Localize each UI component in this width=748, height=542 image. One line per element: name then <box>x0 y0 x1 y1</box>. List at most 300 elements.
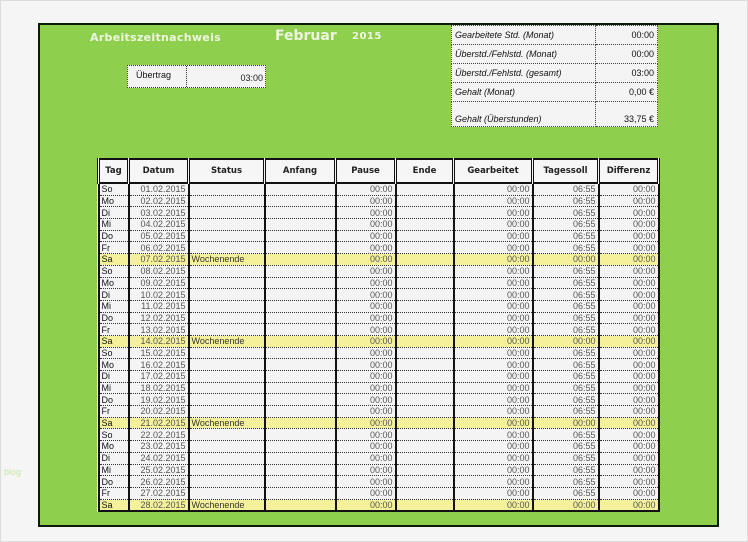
cell-status[interactable]: Wochenende <box>189 335 265 347</box>
cell-tag: So <box>99 347 129 359</box>
table-row <box>99 312 659 324</box>
cell-status[interactable] <box>189 464 265 476</box>
cell-status[interactable]: Wochenende <box>189 254 265 266</box>
cell-datum: 12.02.2015 <box>129 312 189 324</box>
cell-gearbeitet: 00:00 <box>454 406 533 418</box>
table-row <box>99 382 659 394</box>
cell-datum: 21.02.2015 <box>129 417 189 429</box>
cell-datum: 03.02.2015 <box>129 207 189 219</box>
cell-gearbeitet: 00:00 <box>454 487 533 499</box>
cell-datum: 26.02.2015 <box>129 476 189 488</box>
cell-tag: So <box>99 265 129 277</box>
cell-pause[interactable]: 00:00 <box>336 359 396 371</box>
cell-pause[interactable]: 00:00 <box>336 394 396 406</box>
cell-gearbeitet: 00:00 <box>454 359 533 371</box>
summary-value[interactable]: 0,00 € <box>596 83 658 102</box>
cell-status[interactable] <box>189 277 265 289</box>
cell-pause[interactable]: 00:00 <box>336 183 396 195</box>
cell-tagessoll: 06:55 <box>533 324 599 336</box>
cell-anfang[interactable] <box>265 230 336 242</box>
table-row <box>99 371 659 383</box>
cell-datum: 01.02.2015 <box>129 183 189 195</box>
cell-ende[interactable] <box>396 359 454 371</box>
cell-ende[interactable] <box>396 335 454 347</box>
cell-status[interactable] <box>189 242 265 254</box>
cell-anfang[interactable] <box>265 347 336 359</box>
cell-tagessoll: 06:55 <box>533 429 599 441</box>
cell-differenz: 00:00 <box>599 464 659 476</box>
cell-status[interactable] <box>189 183 265 195</box>
cell-tag: Sa <box>99 499 129 511</box>
cell-anfang[interactable] <box>265 464 336 476</box>
cell-differenz: 00:00 <box>599 429 659 441</box>
table-row <box>99 230 659 242</box>
col-header-tag: Tag <box>99 159 129 183</box>
cell-gearbeitet: 00:00 <box>454 289 533 301</box>
cell-gearbeitet: 00:00 <box>454 371 533 383</box>
cell-datum: 14.02.2015 <box>129 335 189 347</box>
cell-differenz: 00:00 <box>599 265 659 277</box>
cell-ende[interactable] <box>396 183 454 195</box>
cell-anfang[interactable] <box>265 195 336 207</box>
cell-anfang[interactable] <box>265 499 336 511</box>
cell-tag: Mi <box>99 219 129 231</box>
cell-gearbeitet: 00:00 <box>454 347 533 359</box>
summary-label: Gehalt (Überstunden) <box>452 102 596 127</box>
cell-tag: Mo <box>99 277 129 289</box>
summary-value[interactable]: 00:00 <box>596 26 658 45</box>
cell-gearbeitet: 00:00 <box>454 382 533 394</box>
summary-value[interactable]: 33,75 € <box>596 102 658 127</box>
cell-tagessoll: 06:55 <box>533 300 599 312</box>
cell-ende[interactable] <box>396 300 454 312</box>
month-label: Februar <box>275 28 337 44</box>
cell-pause[interactable]: 00:00 <box>336 289 396 301</box>
cell-anfang[interactable] <box>265 242 336 254</box>
cell-tagessoll: 00:00 <box>533 254 599 266</box>
cell-datum: 02.02.2015 <box>129 195 189 207</box>
cell-ende[interactable] <box>396 394 454 406</box>
cell-ende[interactable] <box>396 242 454 254</box>
cell-pause[interactable]: 00:00 <box>336 300 396 312</box>
cell-status[interactable] <box>189 219 265 231</box>
cell-gearbeitet: 00:00 <box>454 476 533 488</box>
col-header-ende: Ende <box>396 159 454 183</box>
cell-tagessoll: 06:55 <box>533 441 599 453</box>
cell-pause[interactable]: 00:00 <box>336 464 396 476</box>
table-row <box>99 183 659 195</box>
cell-datum: 27.02.2015 <box>129 487 189 499</box>
cell-gearbeitet: 00:00 <box>454 300 533 312</box>
cell-ende[interactable] <box>396 219 454 231</box>
cell-anfang[interactable] <box>265 487 336 499</box>
cell-tag: Mi <box>99 382 129 394</box>
cell-tagessoll: 06:55 <box>533 347 599 359</box>
cell-differenz: 00:00 <box>599 312 659 324</box>
cell-datum: 16.02.2015 <box>129 359 189 371</box>
cell-datum: 23.02.2015 <box>129 441 189 453</box>
cell-datum: 06.02.2015 <box>129 242 189 254</box>
cell-tagessoll: 00:00 <box>533 499 599 511</box>
cell-ende[interactable] <box>396 452 454 464</box>
table-row <box>99 487 659 499</box>
cell-differenz: 00:00 <box>599 335 659 347</box>
cell-status[interactable] <box>189 476 265 488</box>
cell-differenz: 00:00 <box>599 382 659 394</box>
cell-tag: So <box>99 183 129 195</box>
cell-ende[interactable] <box>396 371 454 383</box>
uebertrag-value[interactable]: 03:00 <box>240 73 263 83</box>
cell-ende[interactable] <box>396 487 454 499</box>
cell-anfang[interactable] <box>265 324 336 336</box>
cell-ende[interactable] <box>396 195 454 207</box>
cell-tag: Sa <box>99 254 129 266</box>
table-row <box>99 499 659 511</box>
cell-gearbeitet: 00:00 <box>454 429 533 441</box>
cell-differenz: 00:00 <box>599 347 659 359</box>
cell-tagessoll: 06:55 <box>533 371 599 383</box>
cell-tag: Di <box>99 207 129 219</box>
cell-tagessoll: 06:55 <box>533 207 599 219</box>
timesheet-table <box>97 158 660 512</box>
table-row <box>99 359 659 371</box>
table-row <box>99 265 659 277</box>
summary-table <box>451 25 658 127</box>
summary-row <box>452 26 658 45</box>
cell-tag: Mi <box>99 464 129 476</box>
table-row <box>99 394 659 406</box>
cell-differenz: 00:00 <box>599 230 659 242</box>
cell-ende[interactable] <box>396 230 454 242</box>
year-label: 2015 <box>352 31 382 42</box>
cell-pause[interactable]: 00:00 <box>336 195 396 207</box>
table-row <box>99 335 659 347</box>
sheet-area <box>38 23 719 527</box>
cell-status[interactable] <box>189 371 265 383</box>
col-header-pause: Pause <box>336 159 396 183</box>
cell-gearbeitet: 00:00 <box>454 183 533 195</box>
cell-datum: 10.02.2015 <box>129 289 189 301</box>
cell-anfang[interactable] <box>265 382 336 394</box>
cell-gearbeitet: 00:00 <box>454 277 533 289</box>
cell-pause[interactable]: 00:00 <box>336 265 396 277</box>
cell-anfang[interactable] <box>265 335 336 347</box>
cell-differenz: 00:00 <box>599 207 659 219</box>
cell-anfang[interactable] <box>265 371 336 383</box>
cell-pause[interactable]: 00:00 <box>336 452 396 464</box>
cell-anfang[interactable] <box>265 289 336 301</box>
cell-gearbeitet: 00:00 <box>454 265 533 277</box>
cell-differenz: 00:00 <box>599 300 659 312</box>
cell-pause[interactable]: 00:00 <box>336 207 396 219</box>
cell-differenz: 00:00 <box>599 487 659 499</box>
cell-status[interactable] <box>189 289 265 301</box>
cell-tagessoll: 00:00 <box>533 335 599 347</box>
cell-status[interactable] <box>189 230 265 242</box>
cell-ende[interactable] <box>396 382 454 394</box>
table-row <box>99 207 659 219</box>
cell-differenz: 00:00 <box>599 452 659 464</box>
cell-pause[interactable]: 00:00 <box>336 476 396 488</box>
cell-tag: Di <box>99 452 129 464</box>
uebertrag-label: Übertrag <box>128 66 187 87</box>
cell-datum: 17.02.2015 <box>129 371 189 383</box>
cell-tagessoll: 00:00 <box>533 417 599 429</box>
cell-tagessoll: 06:55 <box>533 219 599 231</box>
cell-tag: So <box>99 429 129 441</box>
cell-status[interactable] <box>189 265 265 277</box>
cell-tag: Mo <box>99 195 129 207</box>
cell-differenz: 00:00 <box>599 417 659 429</box>
cell-anfang[interactable] <box>265 300 336 312</box>
cell-tag: Fr <box>99 242 129 254</box>
cell-ende[interactable] <box>396 464 454 476</box>
cell-tagessoll: 06:55 <box>533 359 599 371</box>
col-header-tagessoll: Tagessoll <box>533 159 599 183</box>
cell-anfang[interactable] <box>265 359 336 371</box>
cell-anfang[interactable] <box>265 312 336 324</box>
cell-pause[interactable]: 00:00 <box>336 487 396 499</box>
cell-status[interactable] <box>189 312 265 324</box>
cell-anfang[interactable] <box>265 417 336 429</box>
cell-tag: Fr <box>99 406 129 418</box>
cell-datum: 11.02.2015 <box>129 300 189 312</box>
cell-differenz: 00:00 <box>599 371 659 383</box>
cell-pause[interactable]: 00:00 <box>336 382 396 394</box>
summary-value[interactable]: 03:00 <box>596 64 658 83</box>
cell-datum: 24.02.2015 <box>129 452 189 464</box>
cell-tag: Do <box>99 230 129 242</box>
cell-pause[interactable]: 00:00 <box>336 406 396 418</box>
cell-tagessoll: 06:55 <box>533 452 599 464</box>
cell-differenz: 00:00 <box>599 476 659 488</box>
cell-tag: Sa <box>99 335 129 347</box>
cell-gearbeitet: 00:00 <box>454 394 533 406</box>
cell-gearbeitet: 00:00 <box>454 324 533 336</box>
timesheet-body <box>99 183 659 511</box>
cell-anfang[interactable] <box>265 452 336 464</box>
cell-status[interactable]: Wochenende <box>189 499 265 511</box>
cell-gearbeitet: 00:00 <box>454 195 533 207</box>
table-row <box>99 406 659 418</box>
cell-tag: Do <box>99 312 129 324</box>
summary-row <box>452 102 658 127</box>
cell-tagessoll: 06:55 <box>533 394 599 406</box>
cell-anfang[interactable] <box>265 219 336 231</box>
header-row <box>99 159 659 183</box>
cell-pause[interactable]: 00:00 <box>336 441 396 453</box>
cell-anfang[interactable] <box>265 183 336 195</box>
uebertrag-box <box>127 65 266 88</box>
cell-gearbeitet: 00:00 <box>454 207 533 219</box>
summary-label: Gearbeitete Std. (Monat) <box>452 26 596 45</box>
table-row <box>99 464 659 476</box>
cell-tagessoll: 06:55 <box>533 277 599 289</box>
cell-pause[interactable]: 00:00 <box>336 371 396 383</box>
table-row <box>99 195 659 207</box>
cell-tag: Mo <box>99 359 129 371</box>
cell-pause[interactable]: 00:00 <box>336 219 396 231</box>
cell-differenz: 00:00 <box>599 359 659 371</box>
sheet-title: Arbeitszeitnachweis <box>90 31 221 44</box>
cell-tagessoll: 06:55 <box>533 195 599 207</box>
table-row <box>99 219 659 231</box>
cell-anfang[interactable] <box>265 254 336 266</box>
cell-status[interactable] <box>189 394 265 406</box>
cell-tag: Fr <box>99 324 129 336</box>
cell-tag: Do <box>99 394 129 406</box>
cell-gearbeitet: 00:00 <box>454 230 533 242</box>
cell-gearbeitet: 00:00 <box>454 499 533 511</box>
cell-tagessoll: 06:55 <box>533 242 599 254</box>
cell-ende[interactable] <box>396 312 454 324</box>
col-header-anfang: Anfang <box>265 159 336 183</box>
cell-ende[interactable] <box>396 441 454 453</box>
summary-label: Überstd./Fehlstd. (Monat) <box>452 45 596 64</box>
cell-status[interactable] <box>189 195 265 207</box>
table-row <box>99 417 659 429</box>
cell-ende[interactable] <box>396 417 454 429</box>
cell-gearbeitet: 00:00 <box>454 464 533 476</box>
cell-gearbeitet: 00:00 <box>454 452 533 464</box>
watermark: blog <box>4 467 22 477</box>
cell-gearbeitet: 00:00 <box>454 312 533 324</box>
table-row <box>99 452 659 464</box>
cell-tag: Sa <box>99 417 129 429</box>
cell-tagessoll: 06:55 <box>533 464 599 476</box>
cell-ende[interactable] <box>396 207 454 219</box>
summary-label: Überstd./Fehlstd. (gesamt) <box>452 64 596 83</box>
cell-pause[interactable]: 00:00 <box>336 429 396 441</box>
cell-ende[interactable] <box>396 406 454 418</box>
table-row <box>99 429 659 441</box>
col-header-gearbeitet: Gearbeitet <box>454 159 533 183</box>
cell-status[interactable] <box>189 441 265 453</box>
cell-tag: Di <box>99 371 129 383</box>
cell-datum: 19.02.2015 <box>129 394 189 406</box>
cell-tagessoll: 06:55 <box>533 183 599 195</box>
cell-pause[interactable]: 00:00 <box>336 254 396 266</box>
cell-status[interactable] <box>189 300 265 312</box>
cell-ende[interactable] <box>396 289 454 301</box>
table-row <box>99 476 659 488</box>
cell-ende[interactable] <box>396 429 454 441</box>
cell-gearbeitet: 00:00 <box>454 335 533 347</box>
cell-anfang[interactable] <box>265 476 336 488</box>
cell-datum: 08.02.2015 <box>129 265 189 277</box>
cell-gearbeitet: 00:00 <box>454 441 533 453</box>
cell-differenz: 00:00 <box>599 242 659 254</box>
cell-anfang[interactable] <box>265 277 336 289</box>
cell-datum: 22.02.2015 <box>129 429 189 441</box>
cell-tagessoll: 06:55 <box>533 406 599 418</box>
cell-tagessoll: 06:55 <box>533 230 599 242</box>
cell-anfang[interactable] <box>265 207 336 219</box>
cell-tagessoll: 06:55 <box>533 265 599 277</box>
cell-datum: 28.02.2015 <box>129 499 189 511</box>
col-header-datum: Datum <box>129 159 189 183</box>
summary-label: Gehalt (Monat) <box>452 83 596 102</box>
table-row <box>99 300 659 312</box>
cell-status[interactable] <box>189 359 265 371</box>
summary-row <box>452 64 658 83</box>
cell-pause[interactable]: 00:00 <box>336 335 396 347</box>
cell-status[interactable] <box>189 429 265 441</box>
cell-gearbeitet: 00:00 <box>454 219 533 231</box>
cell-anfang[interactable] <box>265 406 336 418</box>
cell-ende[interactable] <box>396 324 454 336</box>
cell-pause[interactable]: 00:00 <box>336 324 396 336</box>
cell-ende[interactable] <box>396 265 454 277</box>
cell-differenz: 00:00 <box>599 254 659 266</box>
cell-datum: 15.02.2015 <box>129 347 189 359</box>
col-header-differenz: Differenz <box>599 159 659 183</box>
cell-ende[interactable] <box>396 499 454 511</box>
cell-differenz: 00:00 <box>599 289 659 301</box>
cell-gearbeitet: 00:00 <box>454 254 533 266</box>
cell-datum: 05.02.2015 <box>129 230 189 242</box>
cell-differenz: 00:00 <box>599 499 659 511</box>
cell-pause[interactable]: 00:00 <box>336 347 396 359</box>
cell-pause[interactable]: 00:00 <box>336 417 396 429</box>
table-row <box>99 347 659 359</box>
cell-tag: Di <box>99 289 129 301</box>
cell-anfang[interactable] <box>265 429 336 441</box>
cell-datum: 25.02.2015 <box>129 464 189 476</box>
cell-status[interactable] <box>189 207 265 219</box>
cell-status[interactable] <box>189 406 265 418</box>
cell-differenz: 00:00 <box>599 183 659 195</box>
cell-anfang[interactable] <box>265 394 336 406</box>
cell-ende[interactable] <box>396 476 454 488</box>
cell-status[interactable] <box>189 347 265 359</box>
cell-ende[interactable] <box>396 347 454 359</box>
cell-differenz: 00:00 <box>599 277 659 289</box>
summary-row <box>452 83 658 102</box>
cell-differenz: 00:00 <box>599 441 659 453</box>
cell-tagessoll: 06:55 <box>533 382 599 394</box>
cell-pause[interactable]: 00:00 <box>336 499 396 511</box>
cell-datum: 20.02.2015 <box>129 406 189 418</box>
cell-ende[interactable] <box>396 254 454 266</box>
cell-pause[interactable]: 00:00 <box>336 312 396 324</box>
cell-gearbeitet: 00:00 <box>454 242 533 254</box>
cell-status[interactable]: Wochenende <box>189 417 265 429</box>
summary-value[interactable]: 00:00 <box>596 45 658 64</box>
cell-pause[interactable]: 00:00 <box>336 242 396 254</box>
cell-tagessoll: 06:55 <box>533 487 599 499</box>
cell-gearbeitet: 00:00 <box>454 417 533 429</box>
cell-anfang[interactable] <box>265 441 336 453</box>
cell-pause[interactable]: 00:00 <box>336 230 396 242</box>
cell-tag: Mo <box>99 441 129 453</box>
cell-tag: Mi <box>99 300 129 312</box>
table-row <box>99 289 659 301</box>
table-row <box>99 324 659 336</box>
cell-tag: Fr <box>99 487 129 499</box>
cell-pause[interactable]: 00:00 <box>336 277 396 289</box>
cell-tagessoll: 06:55 <box>533 312 599 324</box>
cell-status[interactable] <box>189 382 265 394</box>
cell-status[interactable] <box>189 324 265 336</box>
cell-status[interactable] <box>189 452 265 464</box>
cell-differenz: 00:00 <box>599 324 659 336</box>
cell-anfang[interactable] <box>265 265 336 277</box>
cell-differenz: 00:00 <box>599 406 659 418</box>
cell-ende[interactable] <box>396 277 454 289</box>
cell-tagessoll: 06:55 <box>533 289 599 301</box>
cell-status[interactable] <box>189 487 265 499</box>
